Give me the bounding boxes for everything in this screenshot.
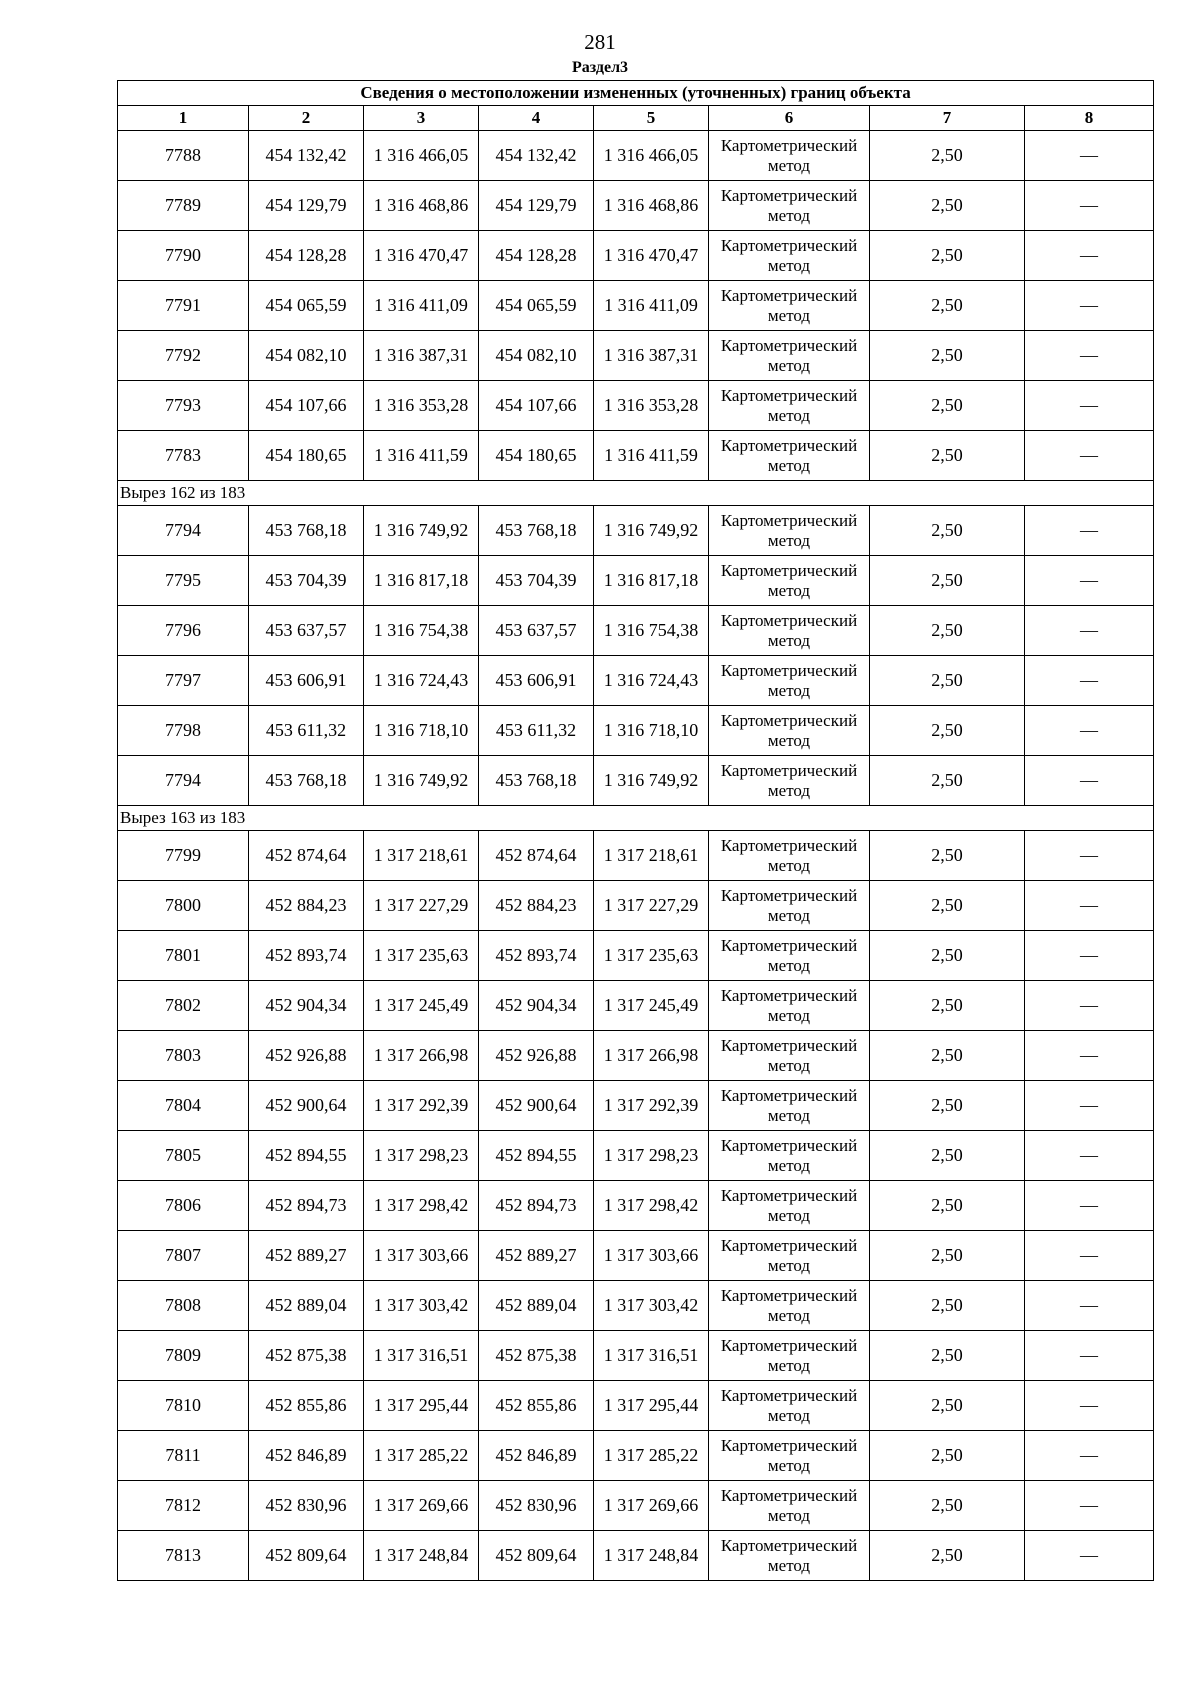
cell-note: — bbox=[1025, 381, 1154, 431]
cell-method: Картометрический метод bbox=[709, 281, 870, 331]
cell-point-number: 7804 bbox=[118, 1081, 249, 1131]
cell-accuracy: 2,50 bbox=[870, 1331, 1025, 1381]
cell-y-coordinate: 1 317 303,66 bbox=[364, 1231, 479, 1281]
cell-method: Картометрический метод bbox=[709, 831, 870, 881]
cell-method: Картометрический метод bbox=[709, 1481, 870, 1531]
cell-method: Картометрический метод bbox=[709, 756, 870, 806]
cell-accuracy: 2,50 bbox=[870, 1531, 1025, 1581]
cell-point-number: 7795 bbox=[118, 556, 249, 606]
table-row bbox=[118, 506, 1154, 556]
table-row bbox=[118, 1131, 1154, 1181]
cell-x-coordinate-new: 453 768,18 bbox=[479, 506, 594, 556]
cell-x-coordinate: 453 704,39 bbox=[249, 556, 364, 606]
cell-x-coordinate: 452 809,64 bbox=[249, 1531, 364, 1581]
table-row bbox=[118, 181, 1154, 231]
cell-note: — bbox=[1025, 431, 1154, 481]
table-body bbox=[118, 131, 1154, 1581]
cell-method: Картометрический метод bbox=[709, 706, 870, 756]
cell-point-number: 7806 bbox=[118, 1181, 249, 1231]
cell-x-coordinate-new: 453 768,18 bbox=[479, 756, 594, 806]
cell-x-coordinate: 454 128,28 bbox=[249, 231, 364, 281]
cell-y-coordinate-new: 1 317 235,63 bbox=[594, 931, 709, 981]
table-row bbox=[118, 1431, 1154, 1481]
group-row bbox=[118, 806, 1154, 831]
cell-y-coordinate: 1 317 303,42 bbox=[364, 1281, 479, 1331]
cell-y-coordinate: 1 316 387,31 bbox=[364, 331, 479, 381]
cell-point-number: 7807 bbox=[118, 1231, 249, 1281]
cell-x-coordinate-new: 452 889,04 bbox=[479, 1281, 594, 1331]
cell-note: — bbox=[1025, 131, 1154, 181]
cell-x-coordinate-new: 454 065,59 bbox=[479, 281, 594, 331]
column-header-4: 4 bbox=[479, 106, 594, 131]
column-header-1: 1 bbox=[118, 106, 249, 131]
cell-x-coordinate: 452 889,27 bbox=[249, 1231, 364, 1281]
cell-x-coordinate-new: 452 874,64 bbox=[479, 831, 594, 881]
cell-method: Картометрический метод bbox=[709, 506, 870, 556]
cell-x-coordinate-new: 452 889,27 bbox=[479, 1231, 594, 1281]
cell-point-number: 7801 bbox=[118, 931, 249, 981]
cell-method: Картометрический метод bbox=[709, 1181, 870, 1231]
column-header-5: 5 bbox=[594, 106, 709, 131]
cell-x-coordinate-new: 454 132,42 bbox=[479, 131, 594, 181]
cell-x-coordinate: 452 830,96 bbox=[249, 1481, 364, 1531]
cell-x-coordinate-new: 453 637,57 bbox=[479, 606, 594, 656]
cell-x-coordinate: 453 768,18 bbox=[249, 506, 364, 556]
cell-y-coordinate: 1 317 218,61 bbox=[364, 831, 479, 881]
table-row bbox=[118, 756, 1154, 806]
cell-x-coordinate-new: 452 894,55 bbox=[479, 1131, 594, 1181]
cell-y-coordinate-new: 1 317 316,51 bbox=[594, 1331, 709, 1381]
cell-y-coordinate: 1 317 298,42 bbox=[364, 1181, 479, 1231]
cell-x-coordinate-new: 452 875,38 bbox=[479, 1331, 594, 1381]
cell-x-coordinate: 452 926,88 bbox=[249, 1031, 364, 1081]
table-row bbox=[118, 331, 1154, 381]
page-number: 281 bbox=[584, 30, 616, 54]
cell-x-coordinate-new: 453 704,39 bbox=[479, 556, 594, 606]
cell-y-coordinate-new: 1 316 468,86 bbox=[594, 181, 709, 231]
cell-point-number: 7794 bbox=[118, 506, 249, 556]
cell-y-coordinate-new: 1 316 754,38 bbox=[594, 606, 709, 656]
cell-x-coordinate-new: 452 884,23 bbox=[479, 881, 594, 931]
cell-method: Картометрический метод bbox=[709, 1331, 870, 1381]
cell-x-coordinate-new: 452 830,96 bbox=[479, 1481, 594, 1531]
cell-y-coordinate-new: 1 317 218,61 bbox=[594, 831, 709, 881]
cell-y-coordinate-new: 1 316 470,47 bbox=[594, 231, 709, 281]
cell-method: Картометрический метод bbox=[709, 381, 870, 431]
cell-point-number: 7805 bbox=[118, 1131, 249, 1181]
column-header-8: 8 bbox=[1025, 106, 1154, 131]
cell-note: — bbox=[1025, 556, 1154, 606]
table-header-row bbox=[118, 106, 1154, 131]
cell-y-coordinate: 1 317 298,23 bbox=[364, 1131, 479, 1181]
cell-accuracy: 2,50 bbox=[870, 1131, 1025, 1181]
cell-point-number: 7811 bbox=[118, 1431, 249, 1481]
cell-method: Картометрический метод bbox=[709, 556, 870, 606]
cell-x-coordinate-new: 452 809,64 bbox=[479, 1531, 594, 1581]
cell-x-coordinate-new: 452 846,89 bbox=[479, 1431, 594, 1481]
cell-method: Картометрический метод bbox=[709, 431, 870, 481]
cell-note: — bbox=[1025, 1381, 1154, 1431]
cell-accuracy: 2,50 bbox=[870, 231, 1025, 281]
cell-note: — bbox=[1025, 981, 1154, 1031]
table-row bbox=[118, 981, 1154, 1031]
cell-method: Картометрический метод bbox=[709, 881, 870, 931]
cell-accuracy: 2,50 bbox=[870, 431, 1025, 481]
cell-x-coordinate-new: 453 606,91 bbox=[479, 656, 594, 706]
cell-x-coordinate-new: 452 900,64 bbox=[479, 1081, 594, 1131]
cell-accuracy: 2,50 bbox=[870, 606, 1025, 656]
cell-x-coordinate-new: 452 855,86 bbox=[479, 1381, 594, 1431]
cell-method: Картометрический метод bbox=[709, 1281, 870, 1331]
cell-y-coordinate-new: 1 316 353,28 bbox=[594, 381, 709, 431]
cell-y-coordinate-new: 1 316 817,18 bbox=[594, 556, 709, 606]
cell-y-coordinate: 1 317 245,49 bbox=[364, 981, 479, 1031]
cell-accuracy: 2,50 bbox=[870, 756, 1025, 806]
cell-accuracy: 2,50 bbox=[870, 656, 1025, 706]
cell-x-coordinate: 452 889,04 bbox=[249, 1281, 364, 1331]
cell-method: Картометрический метод bbox=[709, 981, 870, 1031]
cell-note: — bbox=[1025, 281, 1154, 331]
cell-method: Картометрический метод bbox=[709, 1431, 870, 1481]
cell-y-coordinate: 1 317 266,98 bbox=[364, 1031, 479, 1081]
cell-x-coordinate: 454 082,10 bbox=[249, 331, 364, 381]
table-row bbox=[118, 606, 1154, 656]
cell-note: — bbox=[1025, 831, 1154, 881]
table-row bbox=[118, 1531, 1154, 1581]
cell-x-coordinate: 452 894,73 bbox=[249, 1181, 364, 1231]
cell-accuracy: 2,50 bbox=[870, 506, 1025, 556]
table-row bbox=[118, 881, 1154, 931]
cell-x-coordinate: 452 904,34 bbox=[249, 981, 364, 1031]
table-row bbox=[118, 831, 1154, 881]
cell-x-coordinate-new: 454 129,79 bbox=[479, 181, 594, 231]
cell-note: — bbox=[1025, 331, 1154, 381]
cell-y-coordinate-new: 1 316 749,92 bbox=[594, 756, 709, 806]
cell-y-coordinate: 1 316 718,10 bbox=[364, 706, 479, 756]
group-label: Вырез 163 из 183 bbox=[118, 806, 1154, 831]
cell-note: — bbox=[1025, 1281, 1154, 1331]
cell-x-coordinate: 453 606,91 bbox=[249, 656, 364, 706]
cell-accuracy: 2,50 bbox=[870, 131, 1025, 181]
cell-point-number: 7790 bbox=[118, 231, 249, 281]
cell-y-coordinate: 1 317 248,84 bbox=[364, 1531, 479, 1581]
table-row bbox=[118, 1331, 1154, 1381]
table-row bbox=[118, 1281, 1154, 1331]
cell-y-coordinate-new: 1 317 295,44 bbox=[594, 1381, 709, 1431]
cell-method: Картометрический метод bbox=[709, 1131, 870, 1181]
cell-y-coordinate-new: 1 317 266,98 bbox=[594, 1031, 709, 1081]
cell-accuracy: 2,50 bbox=[870, 281, 1025, 331]
table-row bbox=[118, 931, 1154, 981]
column-header-6: 6 bbox=[709, 106, 870, 131]
cell-note: — bbox=[1025, 931, 1154, 981]
cell-y-coordinate: 1 317 295,44 bbox=[364, 1381, 479, 1431]
cell-accuracy: 2,50 bbox=[870, 1231, 1025, 1281]
cell-x-coordinate-new: 452 926,88 bbox=[479, 1031, 594, 1081]
cell-note: — bbox=[1025, 1231, 1154, 1281]
cell-x-coordinate: 452 893,74 bbox=[249, 931, 364, 981]
group-label: Вырез 162 из 183 bbox=[118, 481, 1154, 506]
cell-y-coordinate-new: 1 316 387,31 bbox=[594, 331, 709, 381]
cell-point-number: 7788 bbox=[118, 131, 249, 181]
cell-x-coordinate: 454 107,66 bbox=[249, 381, 364, 431]
cell-note: — bbox=[1025, 506, 1154, 556]
cell-x-coordinate-new: 453 611,32 bbox=[479, 706, 594, 756]
cell-point-number: 7800 bbox=[118, 881, 249, 931]
cell-method: Картометрический метод bbox=[709, 1031, 870, 1081]
cell-point-number: 7803 bbox=[118, 1031, 249, 1081]
cell-point-number: 7792 bbox=[118, 331, 249, 381]
cell-note: — bbox=[1025, 1331, 1154, 1381]
cell-x-coordinate-new: 454 082,10 bbox=[479, 331, 594, 381]
cell-y-coordinate-new: 1 317 248,84 bbox=[594, 1531, 709, 1581]
cell-y-coordinate: 1 316 749,92 bbox=[364, 506, 479, 556]
cell-y-coordinate-new: 1 316 411,09 bbox=[594, 281, 709, 331]
cell-accuracy: 2,50 bbox=[870, 1281, 1025, 1331]
cell-accuracy: 2,50 bbox=[870, 556, 1025, 606]
cell-note: — bbox=[1025, 1081, 1154, 1131]
cell-y-coordinate: 1 316 468,86 bbox=[364, 181, 479, 231]
cell-point-number: 7802 bbox=[118, 981, 249, 1031]
cell-x-coordinate: 452 855,86 bbox=[249, 1381, 364, 1431]
cell-y-coordinate-new: 1 317 303,66 bbox=[594, 1231, 709, 1281]
cell-y-coordinate-new: 1 317 285,22 bbox=[594, 1431, 709, 1481]
cell-y-coordinate-new: 1 316 466,05 bbox=[594, 131, 709, 181]
cell-y-coordinate-new: 1 317 245,49 bbox=[594, 981, 709, 1031]
cell-method: Картометрический метод bbox=[709, 1531, 870, 1581]
cell-accuracy: 2,50 bbox=[870, 981, 1025, 1031]
cell-accuracy: 2,50 bbox=[870, 1081, 1025, 1131]
cell-method: Картометрический метод bbox=[709, 1231, 870, 1281]
section-label: Раздел3 bbox=[571, 59, 629, 76]
cell-x-coordinate: 454 129,79 bbox=[249, 181, 364, 231]
cell-y-coordinate-new: 1 316 749,92 bbox=[594, 506, 709, 556]
cell-accuracy: 2,50 bbox=[870, 1431, 1025, 1481]
cell-note: — bbox=[1025, 181, 1154, 231]
cell-y-coordinate: 1 316 411,59 bbox=[364, 431, 479, 481]
cell-accuracy: 2,50 bbox=[870, 1481, 1025, 1531]
cell-y-coordinate-new: 1 317 269,66 bbox=[594, 1481, 709, 1531]
cell-note: — bbox=[1025, 656, 1154, 706]
cell-y-coordinate: 1 316 724,43 bbox=[364, 656, 479, 706]
cell-x-coordinate: 453 637,57 bbox=[249, 606, 364, 656]
cell-accuracy: 2,50 bbox=[870, 1031, 1025, 1081]
cell-y-coordinate-new: 1 317 303,42 bbox=[594, 1281, 709, 1331]
cell-x-coordinate: 452 874,64 bbox=[249, 831, 364, 881]
cell-method: Картометрический метод bbox=[709, 131, 870, 181]
table-row bbox=[118, 1031, 1154, 1081]
cell-accuracy: 2,50 bbox=[870, 181, 1025, 231]
table-row bbox=[118, 231, 1154, 281]
cell-x-coordinate-new: 454 107,66 bbox=[479, 381, 594, 431]
cell-x-coordinate: 453 768,18 bbox=[249, 756, 364, 806]
cell-y-coordinate: 1 317 235,63 bbox=[364, 931, 479, 981]
cell-y-coordinate: 1 316 470,47 bbox=[364, 231, 479, 281]
cell-point-number: 7794 bbox=[118, 756, 249, 806]
cell-accuracy: 2,50 bbox=[870, 1181, 1025, 1231]
cell-accuracy: 2,50 bbox=[870, 381, 1025, 431]
table-row bbox=[118, 1231, 1154, 1281]
cell-accuracy: 2,50 bbox=[870, 881, 1025, 931]
cell-point-number: 7799 bbox=[118, 831, 249, 881]
table-row bbox=[118, 1081, 1154, 1131]
cell-y-coordinate: 1 316 411,09 bbox=[364, 281, 479, 331]
cell-x-coordinate: 452 875,38 bbox=[249, 1331, 364, 1381]
cell-y-coordinate-new: 1 316 718,10 bbox=[594, 706, 709, 756]
cell-point-number: 7789 bbox=[118, 181, 249, 231]
cell-y-coordinate-new: 1 317 292,39 bbox=[594, 1081, 709, 1131]
table-row bbox=[118, 1181, 1154, 1231]
cell-method: Картометрический метод bbox=[709, 181, 870, 231]
cell-x-coordinate: 452 900,64 bbox=[249, 1081, 364, 1131]
cell-x-coordinate: 452 846,89 bbox=[249, 1431, 364, 1481]
cell-accuracy: 2,50 bbox=[870, 931, 1025, 981]
cell-y-coordinate: 1 317 316,51 bbox=[364, 1331, 479, 1381]
cell-x-coordinate-new: 452 904,34 bbox=[479, 981, 594, 1031]
table-row bbox=[118, 131, 1154, 181]
cell-x-coordinate: 454 180,65 bbox=[249, 431, 364, 481]
cell-method: Картометрический метод bbox=[709, 656, 870, 706]
cell-x-coordinate-new: 452 893,74 bbox=[479, 931, 594, 981]
cell-accuracy: 2,50 bbox=[870, 331, 1025, 381]
cell-point-number: 7798 bbox=[118, 706, 249, 756]
cell-y-coordinate: 1 317 292,39 bbox=[364, 1081, 479, 1131]
cell-y-coordinate: 1 317 285,22 bbox=[364, 1431, 479, 1481]
cell-y-coordinate-new: 1 317 298,42 bbox=[594, 1181, 709, 1231]
cell-point-number: 7810 bbox=[118, 1381, 249, 1431]
cell-x-coordinate-new: 454 180,65 bbox=[479, 431, 594, 481]
cell-point-number: 7812 bbox=[118, 1481, 249, 1531]
cell-x-coordinate: 452 884,23 bbox=[249, 881, 364, 931]
cell-method: Картометрический метод bbox=[709, 231, 870, 281]
cell-note: — bbox=[1025, 606, 1154, 656]
coordinates-table bbox=[117, 80, 1154, 1581]
cell-y-coordinate: 1 316 817,18 bbox=[364, 556, 479, 606]
table-row bbox=[118, 1381, 1154, 1431]
cell-y-coordinate: 1 316 749,92 bbox=[364, 756, 479, 806]
cell-note: — bbox=[1025, 1531, 1154, 1581]
column-header-7: 7 bbox=[870, 106, 1025, 131]
column-header-3: 3 bbox=[364, 106, 479, 131]
cell-method: Картометрический метод bbox=[709, 606, 870, 656]
cell-y-coordinate: 1 316 754,38 bbox=[364, 606, 479, 656]
cell-y-coordinate-new: 1 317 298,23 bbox=[594, 1131, 709, 1181]
cell-y-coordinate-new: 1 316 724,43 bbox=[594, 656, 709, 706]
cell-note: — bbox=[1025, 881, 1154, 931]
table-row bbox=[118, 431, 1154, 481]
cell-method: Картометрический метод bbox=[709, 931, 870, 981]
cell-method: Картометрический метод bbox=[709, 1381, 870, 1431]
cell-point-number: 7796 bbox=[118, 606, 249, 656]
cell-x-coordinate: 454 065,59 bbox=[249, 281, 364, 331]
table-row bbox=[118, 1481, 1154, 1531]
table-row bbox=[118, 656, 1154, 706]
cell-x-coordinate: 452 894,55 bbox=[249, 1131, 364, 1181]
table-caption: Сведения о местоположении измененных (уточненных) границ объекта bbox=[118, 81, 1154, 106]
cell-point-number: 7809 bbox=[118, 1331, 249, 1381]
cell-note: — bbox=[1025, 231, 1154, 281]
cell-note: — bbox=[1025, 1481, 1154, 1531]
cell-note: — bbox=[1025, 1131, 1154, 1181]
cell-accuracy: 2,50 bbox=[870, 1381, 1025, 1431]
cell-y-coordinate: 1 316 466,05 bbox=[364, 131, 479, 181]
cell-x-coordinate: 453 611,32 bbox=[249, 706, 364, 756]
cell-accuracy: 2,50 bbox=[870, 831, 1025, 881]
cell-note: — bbox=[1025, 1431, 1154, 1481]
cell-x-coordinate-new: 454 128,28 bbox=[479, 231, 594, 281]
cell-accuracy: 2,50 bbox=[870, 706, 1025, 756]
column-header-2: 2 bbox=[249, 106, 364, 131]
cell-note: — bbox=[1025, 1181, 1154, 1231]
cell-y-coordinate: 1 317 269,66 bbox=[364, 1481, 479, 1531]
cell-method: Картометрический метод bbox=[709, 331, 870, 381]
cell-point-number: 7791 bbox=[118, 281, 249, 331]
table-row bbox=[118, 281, 1154, 331]
cell-y-coordinate-new: 1 316 411,59 bbox=[594, 431, 709, 481]
cell-x-coordinate: 454 132,42 bbox=[249, 131, 364, 181]
cell-method: Картометрический метод bbox=[709, 1081, 870, 1131]
cell-note: — bbox=[1025, 706, 1154, 756]
table-row bbox=[118, 381, 1154, 431]
cell-x-coordinate-new: 452 894,73 bbox=[479, 1181, 594, 1231]
cell-point-number: 7783 bbox=[118, 431, 249, 481]
cell-point-number: 7793 bbox=[118, 381, 249, 431]
cell-point-number: 7813 bbox=[118, 1531, 249, 1581]
table-row bbox=[118, 556, 1154, 606]
cell-note: — bbox=[1025, 1031, 1154, 1081]
cell-point-number: 7808 bbox=[118, 1281, 249, 1331]
cell-point-number: 7797 bbox=[118, 656, 249, 706]
cell-note: — bbox=[1025, 756, 1154, 806]
cell-y-coordinate: 1 316 353,28 bbox=[364, 381, 479, 431]
cell-y-coordinate-new: 1 317 227,29 bbox=[594, 881, 709, 931]
group-row bbox=[118, 481, 1154, 506]
cell-y-coordinate: 1 317 227,29 bbox=[364, 881, 479, 931]
table-row bbox=[118, 706, 1154, 756]
